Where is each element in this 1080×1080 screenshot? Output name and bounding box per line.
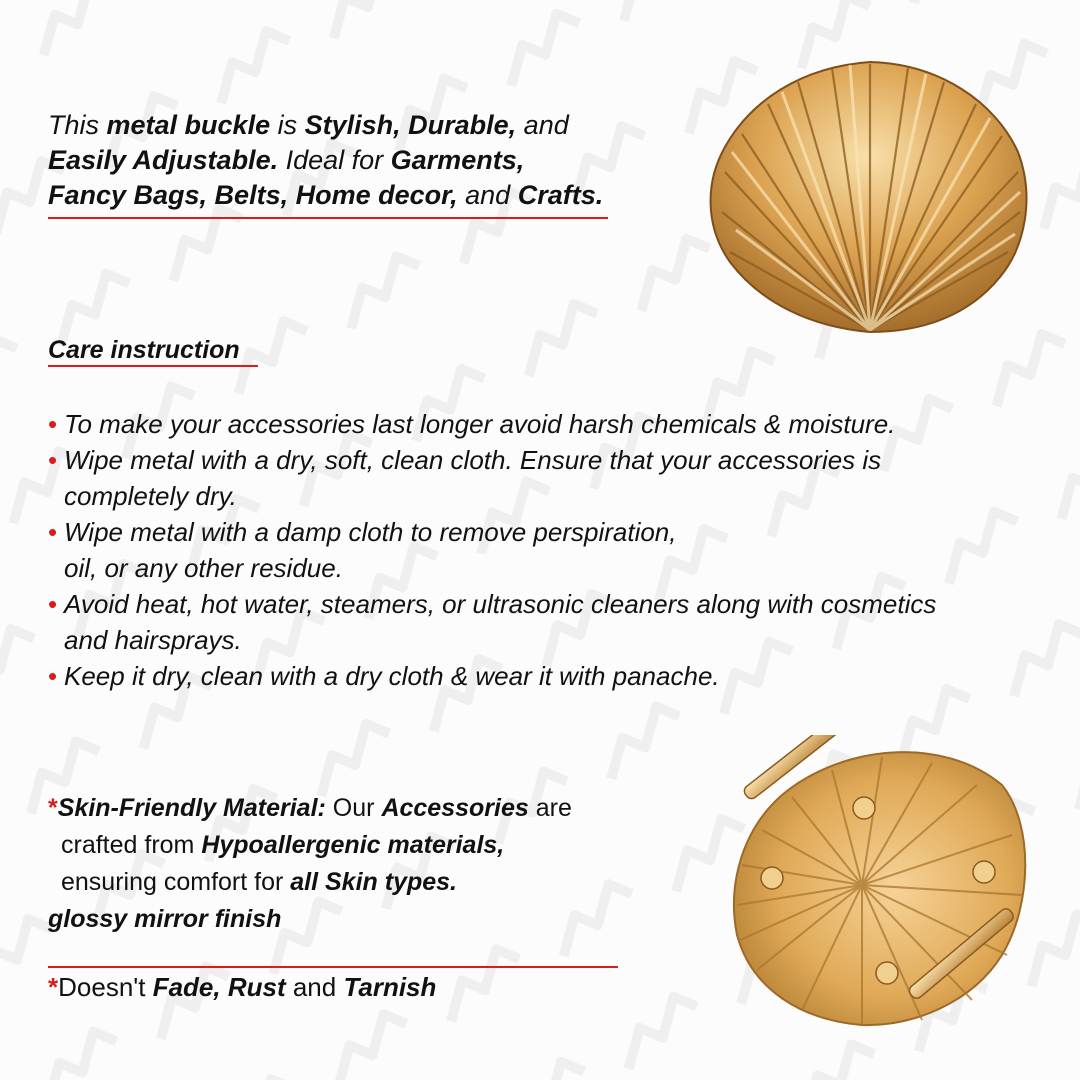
intro-line-3 <box>48 178 688 213</box>
care-list <box>48 406 1048 694</box>
intro-text: and <box>516 110 569 140</box>
skin-line-1 <box>48 790 648 827</box>
skin-bold: Hypoallergenic materials, <box>201 831 505 859</box>
list-item <box>48 514 1048 586</box>
fade-text: and <box>285 972 344 1002</box>
skin-text: Our <box>325 794 382 822</box>
intro-bold: Easily Adjustable. <box>48 145 279 175</box>
bullet: • <box>48 409 58 439</box>
shell-buckle-front-image <box>700 52 1034 342</box>
fade-text: Doesn't <box>58 972 153 1002</box>
skin-line-2 <box>48 827 648 864</box>
intro-line-2 <box>48 143 688 178</box>
skin-bold: Skin-Friendly Material: <box>57 794 326 822</box>
care-text: Wipe metal with a dry, soft, clean cloth. Ensure that your accessories is <box>64 445 882 475</box>
care-title: Care instruction <box>48 336 240 364</box>
fade-bold: Fade, Rust <box>152 972 286 1002</box>
care-text: oil, or any other residue. <box>64 553 343 583</box>
asterisk: * <box>48 794 58 822</box>
intro-underline <box>48 217 608 219</box>
care-text: Wipe metal with a damp cloth to remove perspiration, <box>64 517 677 547</box>
fade-bold: Tarnish <box>343 972 437 1002</box>
skin-friendly-block <box>48 790 648 938</box>
finish-label: glossy mirror finish <box>48 905 282 933</box>
skin-text: are <box>528 794 572 822</box>
list-item <box>48 442 1048 514</box>
care-text: Avoid heat, hot water, steamers, or ultrasonic cleaners along with cosmetics <box>64 589 937 619</box>
intro-text: and <box>457 180 518 210</box>
skin-divider <box>48 966 618 968</box>
intro-bold: Stylish, Durable, <box>304 110 517 140</box>
intro-text: Ideal for <box>278 145 391 175</box>
skin-bold: Accessories <box>381 794 529 822</box>
intro-bold: metal buckle <box>106 110 271 140</box>
product-intro <box>48 108 688 213</box>
intro-text: is <box>270 110 305 140</box>
care-text: To make your accessories last longer avoid harsh chemicals & moisture. <box>64 409 896 439</box>
skin-text: crafted from <box>61 831 202 859</box>
list-item <box>48 586 1048 658</box>
skin-text: ensuring comfort for <box>61 868 291 896</box>
skin-line-3 <box>48 864 648 901</box>
bullet: • <box>48 589 58 619</box>
intro-text: This <box>48 110 107 140</box>
care-text: completely dry. <box>64 481 237 511</box>
bullet: • <box>48 661 58 691</box>
bullet: • <box>48 445 58 475</box>
care-title-underline <box>48 365 258 367</box>
list-item <box>48 406 1048 442</box>
care-text: Keep it dry, clean with a dry cloth & wear it with panache. <box>64 661 720 691</box>
intro-bold: Garments, <box>390 145 525 175</box>
bullet: • <box>48 517 58 547</box>
skin-bold: all Skin types. <box>290 868 458 896</box>
care-text: and hairsprays. <box>64 625 242 655</box>
intro-line-1 <box>48 108 688 143</box>
list-item <box>48 658 1048 694</box>
intro-bold: Fancy Bags, Belts, Home decor, <box>48 180 458 210</box>
shell-buckle-back-image <box>722 735 1034 1035</box>
asterisk: * <box>48 972 59 1002</box>
intro-bold: Crafts. <box>517 180 604 210</box>
fade-line <box>48 972 436 1003</box>
